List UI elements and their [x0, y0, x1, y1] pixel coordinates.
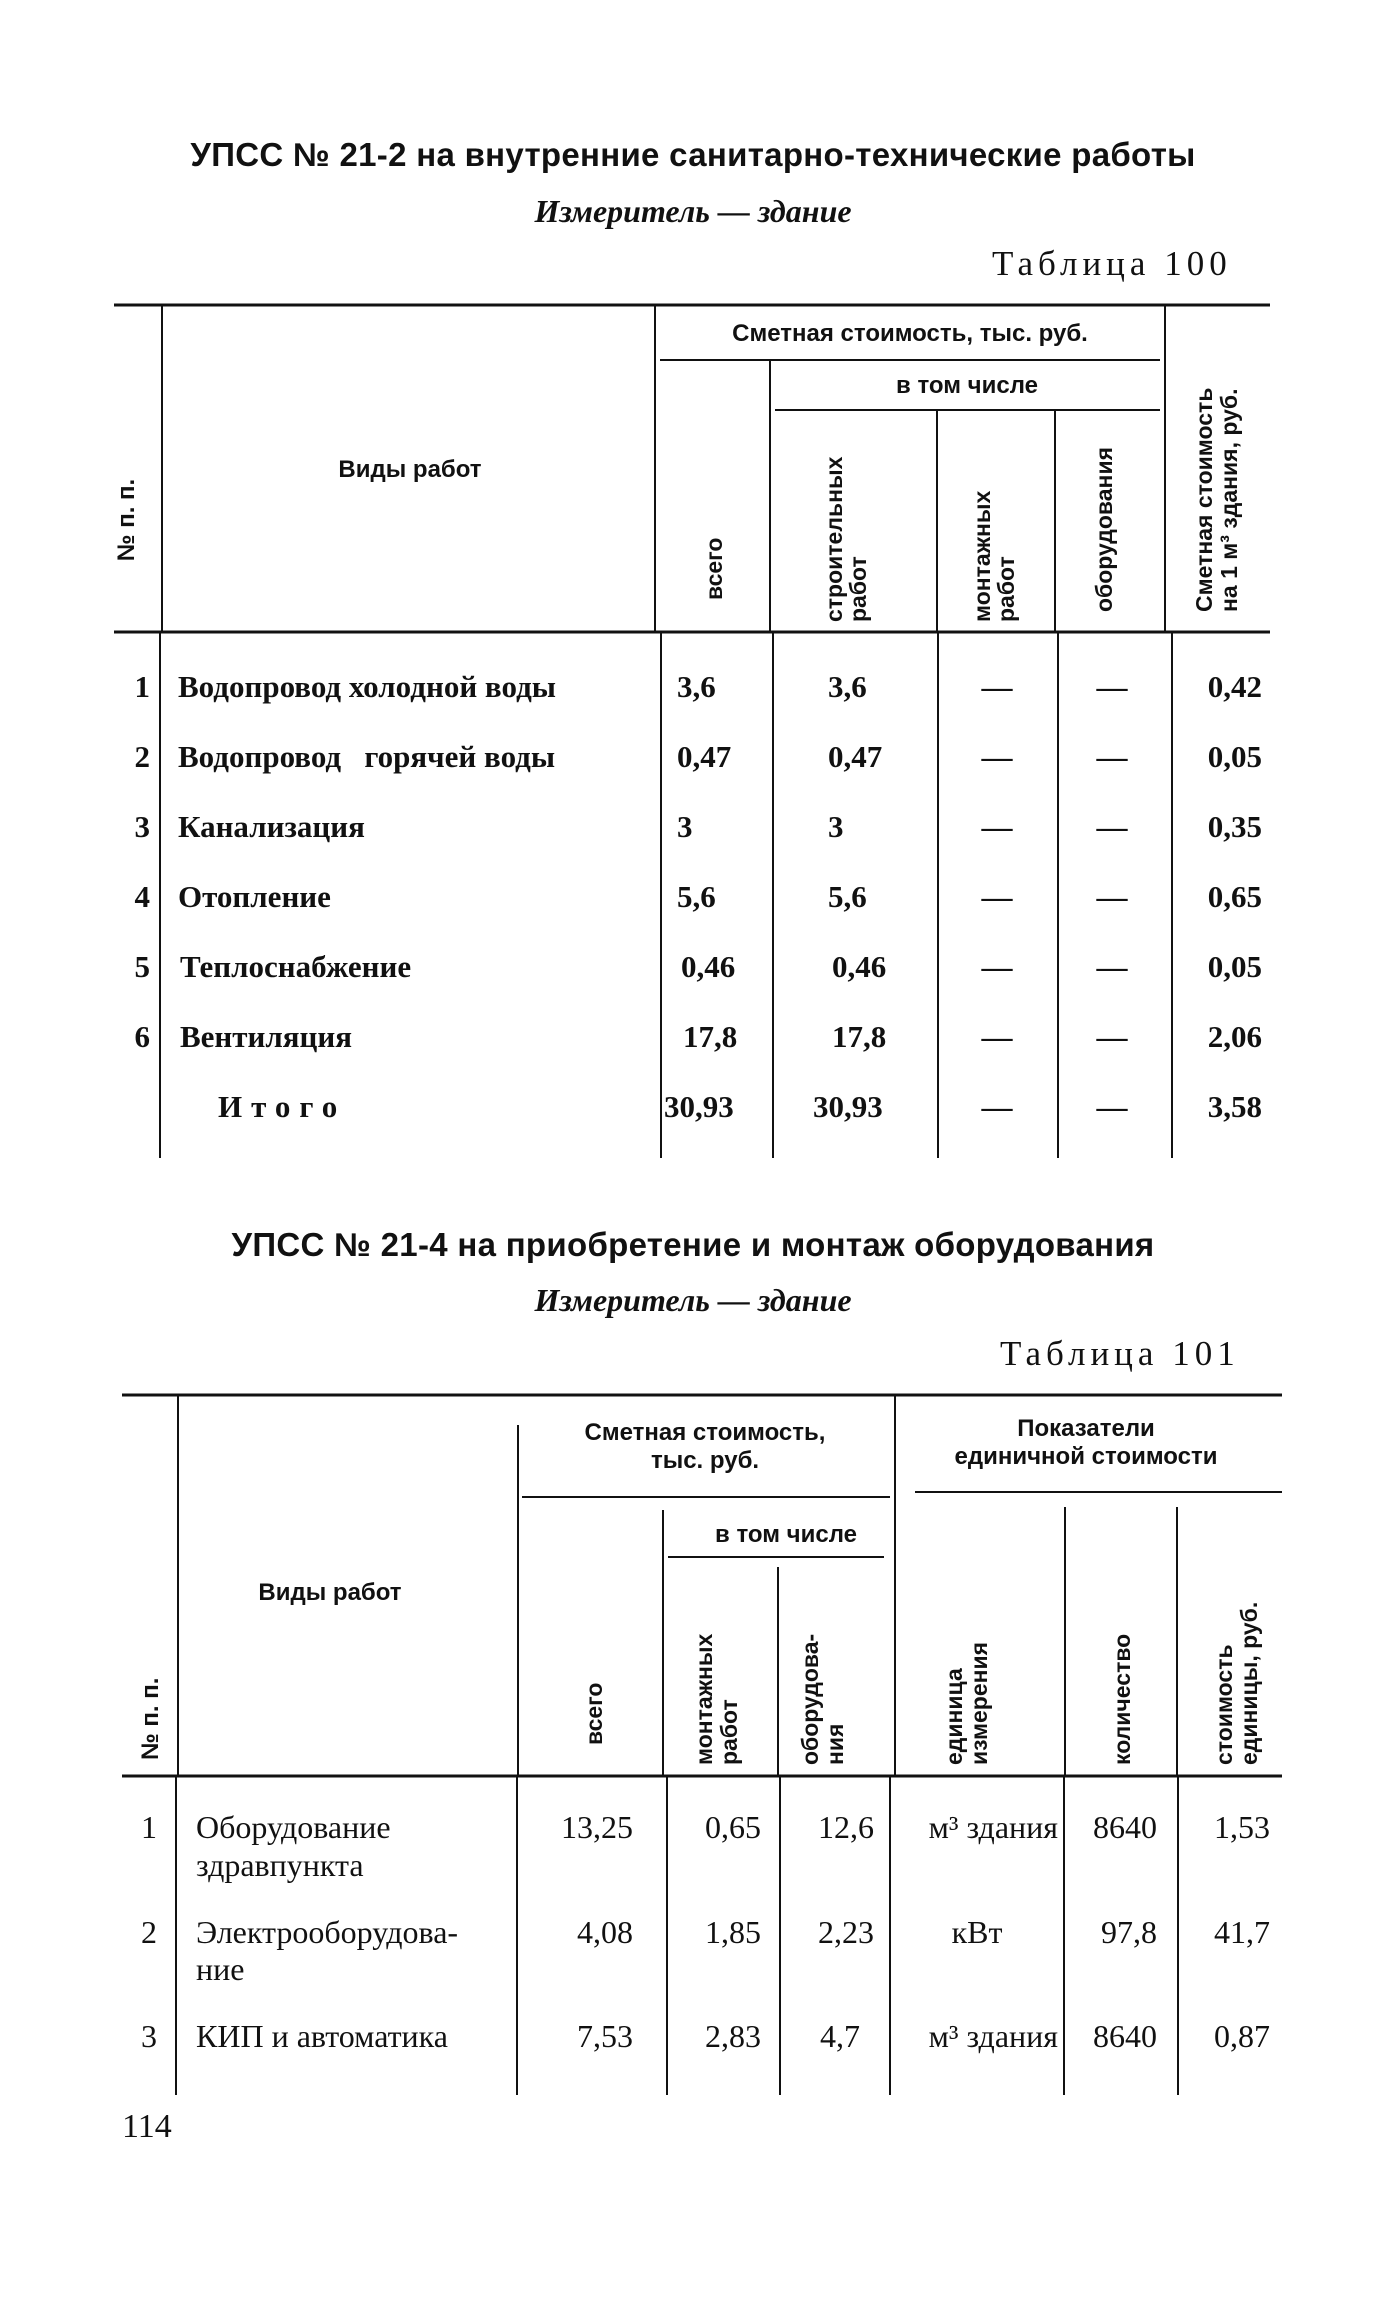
- t100-header-unit-cost: Сметная стоимостьна 1 м³ здания, руб.: [1191, 387, 1242, 612]
- t101-cell-qty: 97,8: [1101, 1914, 1157, 1950]
- t100-cell-total: 17,8: [683, 1019, 738, 1054]
- t100-cell-mont: —: [981, 739, 1013, 774]
- t100-cell-unit: 2,06: [1207, 1019, 1262, 1054]
- t101-header-work: Виды работ: [258, 1579, 402, 1606]
- table-100-label: Таблица 100: [992, 244, 1232, 283]
- t100-header-build: строительныхработ: [821, 456, 871, 622]
- t101-cell-num: 1: [141, 1809, 157, 1845]
- t100-cell-build: 0,46: [832, 949, 887, 984]
- t100-cell-num: 5: [134, 949, 150, 984]
- t101-header-ind-l1: Показатели: [1017, 1415, 1155, 1442]
- t100-cell-unit: 3,58: [1207, 1089, 1262, 1124]
- t100-row-6: [135, 1019, 1263, 1054]
- t100-cell-equip: —: [1096, 949, 1128, 984]
- t100-cell-mont: —: [981, 879, 1013, 914]
- t101-cell-total: 13,25: [561, 1809, 633, 1845]
- t100-header-work: Виды работ: [338, 456, 482, 483]
- t100-cell-total: 0,47: [677, 739, 732, 774]
- t100-cell-num: 4: [134, 879, 150, 914]
- page-number: 114: [122, 2108, 172, 2145]
- t101-cell-mont: 0,65: [705, 1809, 761, 1845]
- t101-cell-meas: м³ здания: [928, 2018, 1058, 2054]
- t101-header-ind-l2: единичной стоимости: [954, 1443, 1218, 1470]
- t100-cell-unit: 0,05: [1207, 739, 1262, 774]
- t101-header-mont: монтажныхработ: [691, 1633, 742, 1765]
- t101-row-2: [141, 1914, 1270, 1987]
- section1-title: УПСС № 21-2 на внутренние санитарно-технические работы: [190, 136, 1196, 173]
- t101-cell-name-cont: ние: [196, 1951, 245, 1987]
- t100-cell-name: Канализация: [178, 809, 365, 844]
- t101-cell-name: Оборудование: [196, 1809, 391, 1845]
- t101-cell-equip: 12,6: [818, 1809, 874, 1845]
- t100-cell-total: 30,93: [664, 1089, 734, 1124]
- t100-cell-unit: 0,65: [1207, 879, 1262, 914]
- t101-cell-mont: 2,83: [705, 2018, 761, 2054]
- t100-cell-mont: —: [981, 1089, 1013, 1124]
- t100-cell-build: 5,6: [828, 879, 867, 914]
- t100-cell-unit: 0,35: [1207, 809, 1262, 844]
- t100-cell-equip: —: [1096, 1019, 1128, 1054]
- t101-cell-total: 7,53: [577, 2018, 633, 2054]
- t100-cell-name: Вентиляция: [180, 1019, 353, 1054]
- t100-cell-mont: —: [981, 1019, 1013, 1054]
- t101-header-incl: в том числе: [715, 1521, 857, 1548]
- t100-row-4: [135, 879, 1263, 914]
- t100-cell-unit: 0,05: [1207, 949, 1262, 984]
- t100-header-mont: монтажныхработ: [969, 490, 1019, 622]
- t100-row-1: [135, 669, 1263, 704]
- t101-cell-mont: 1,85: [705, 1914, 761, 1950]
- t101-cell-ucost: 41,7: [1214, 1914, 1270, 1950]
- t101-header-total: всего: [581, 1682, 607, 1745]
- t100-cell-build: 3: [828, 809, 844, 844]
- t101-cell-name: Электрооборудова-: [196, 1914, 459, 1950]
- t101-cell-equip: 4,7: [820, 2018, 860, 2054]
- t100-cell-equip: —: [1096, 1089, 1128, 1124]
- t101-header-equip: оборудова-ния: [797, 1633, 848, 1765]
- t100-cell-equip: —: [1096, 809, 1128, 844]
- t100-cell-mont: —: [981, 669, 1013, 704]
- t101-header-cost-l2: тыс. руб.: [650, 1447, 760, 1474]
- t101-cell-qty: 8640: [1093, 2018, 1157, 2054]
- table-101: [0, 1380, 1386, 2100]
- t100-cell-name: Итого: [218, 1089, 347, 1124]
- t101-header-qty: количество: [1109, 1633, 1135, 1765]
- t100-cell-unit: 0,42: [1207, 669, 1262, 704]
- t100-cell-name: Водопровод холодной воды: [178, 669, 556, 704]
- t101-cell-name-cont: здравпункта: [196, 1847, 364, 1883]
- t101-cell-name: КИП и автоматика: [196, 2018, 448, 2054]
- t100-cell-total: 5,6: [677, 879, 716, 914]
- t100-cell-build: 0,47: [828, 739, 883, 774]
- t100-row-2: [135, 739, 1263, 774]
- t101-row-3: [141, 2018, 1270, 2054]
- t100-header-total: всего: [701, 537, 727, 600]
- t101-cell-meas: м³ здания: [928, 1809, 1058, 1845]
- t100-header-cost: Сметная стоимость, тыс. руб.: [732, 320, 1088, 347]
- t101-cell-num: 3: [141, 2018, 157, 2054]
- t100-cell-name: Теплоснабжение: [180, 949, 412, 984]
- t100-header-num: № п. п.: [113, 478, 140, 562]
- t100-cell-num: 6: [134, 1019, 150, 1054]
- t101-header-cost-l1: Сметная стоимость,: [584, 1419, 826, 1446]
- t100-row-5: [135, 949, 1263, 984]
- t100-cell-num: 3: [134, 809, 150, 844]
- t101-cell-qty: 8640: [1093, 1809, 1157, 1845]
- table-101-label: Таблица 101: [1000, 1334, 1240, 1373]
- t100-cell-total: 3: [677, 809, 693, 844]
- t100-cell-name: Отопление: [178, 879, 331, 914]
- t100-cell-equip: —: [1096, 879, 1128, 914]
- t101-cell-num: 2: [141, 1914, 157, 1950]
- t101-header-ucost: стоимостьединицы, руб.: [1211, 1601, 1262, 1765]
- t100-cell-build: 3,6: [828, 669, 867, 704]
- t100-cell-equip: —: [1096, 739, 1128, 774]
- t100-row-3: [135, 809, 1263, 844]
- t101-row-1: [141, 1809, 1270, 1883]
- t100-cell-num: 1: [134, 669, 150, 704]
- section2-title: УПСС № 21-4 на приобретение и монтаж оборудования: [231, 1226, 1155, 1263]
- t100-cell-mont: —: [981, 809, 1013, 844]
- section1-subtitle: Измеритель — здание: [534, 193, 852, 229]
- t100-cell-total: 0,46: [681, 949, 736, 984]
- t100-cell-total: 3,6: [677, 669, 716, 704]
- t100-cell-build: 30,93: [813, 1089, 883, 1124]
- t100-row-total: [218, 1089, 1262, 1124]
- t100-cell-mont: —: [981, 949, 1013, 984]
- t100-header-equip: оборудования: [1091, 447, 1117, 612]
- t100-cell-name: Водопровод горячей воды: [178, 739, 556, 774]
- t101-header-meas: единицаизмерения: [941, 1641, 992, 1765]
- t101-cell-meas: кВт: [951, 1914, 1003, 1950]
- t101-cell-ucost: 1,53: [1214, 1809, 1270, 1845]
- t101-cell-ucost: 0,87: [1214, 2018, 1270, 2054]
- t100-cell-equip: —: [1096, 669, 1128, 704]
- t101-cell-total: 4,08: [577, 1914, 633, 1950]
- t100-cell-build: 17,8: [832, 1019, 887, 1054]
- t100-header-incl: в том числе: [896, 372, 1038, 399]
- t100-cell-num: 2: [134, 739, 150, 774]
- t101-header-num: № п. п.: [137, 1677, 164, 1760]
- section2-subtitle: Измеритель — здание: [534, 1282, 852, 1318]
- t101-cell-equip: 2,23: [818, 1914, 874, 1950]
